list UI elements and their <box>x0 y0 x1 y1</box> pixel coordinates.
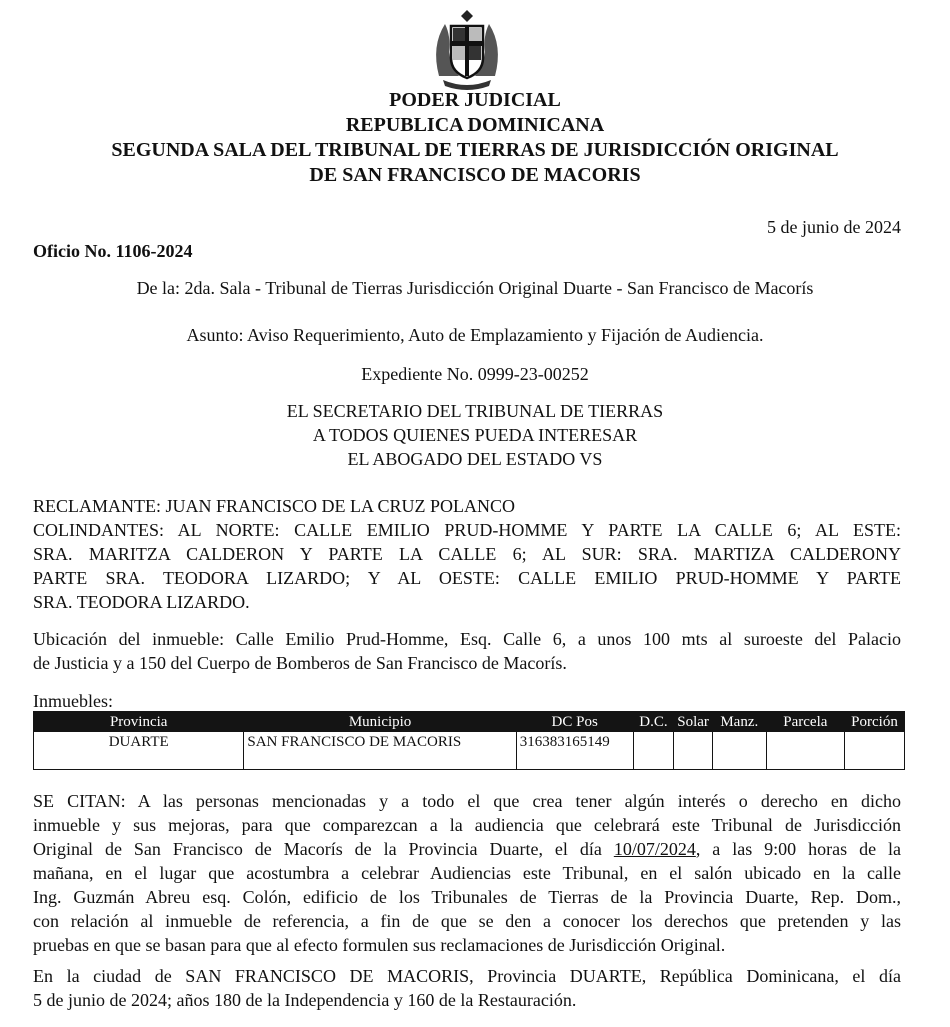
citan-line-3-pre: Original de San Francisco de Macorís de la Provincia Duarte, el día <box>33 839 614 859</box>
cell-dc <box>633 732 674 770</box>
inmuebles-table <box>33 711 905 770</box>
citan-line-2: inmueble y sus mejoras, para que comparezcan a la audiencia que celebrará este Tribunal de Jurisdicción <box>33 815 901 835</box>
colindantes-line-3: PARTE SRA. TEODORA LIZARDO; Y AL OESTE: CALLE EMILIO PRUD-HOMME Y PARTE <box>33 568 901 588</box>
address-line-2: A TODOS QUIENES PUEDA INTERESAR <box>312 425 638 445</box>
citan-line-6: con relación al inmueble de referencia, a fin de que se den a conocer los derechos que pretenden y las <box>33 911 901 931</box>
column-header: DC Pos <box>516 712 633 732</box>
coat-of-arms-icon <box>429 6 505 90</box>
citan-line-7: pruebas en que se basan para que al efecto formulen sus reclamaciones de Jurisdicción Original. <box>33 935 726 955</box>
column-header: Provincia <box>34 712 244 732</box>
table-header-row <box>34 712 905 732</box>
header-line-4: DE SAN FRANCISCO DE MACORIS <box>309 164 641 186</box>
citan-line-3-post: , a las 9:00 horas de la <box>695 839 902 859</box>
ubicacion-paragraph <box>33 627 901 675</box>
inmuebles-label: Inmuebles: <box>33 691 113 711</box>
cell-manz <box>712 732 766 770</box>
header-line-1: PODER JUDICIAL <box>389 89 561 111</box>
column-header: Manz. <box>712 712 766 732</box>
cell-provincia: DUARTE <box>34 732 244 770</box>
cell-solar <box>674 732 713 770</box>
closing-line-1: En la ciudad de SAN FRANCISCO DE MACORIS, Provincia DUARTE, República Dominicana, el día <box>33 966 901 986</box>
cell-dc-pos: 316383165149 <box>516 732 633 770</box>
hearing-date: 10/07/2024 <box>613 839 696 859</box>
header-line-2: REPUBLICA DOMINICANA <box>345 114 605 136</box>
colindantes-line-1: COLINDANTES: AL NORTE: CALLE EMILIO PRUD-HOMME Y PARTE LA CALLE 6; AL ESTE: <box>33 520 901 540</box>
cell-municipio: SAN FRANCISCO DE MACORIS <box>244 732 516 770</box>
address-line-1: EL SECRETARIO DEL TRIBUNAL DE TIERRAS <box>286 401 664 421</box>
reclamante-line: RECLAMANTE: JUAN FRANCISCO DE LA CRUZ POLANCO <box>33 496 516 516</box>
column-header: D.C. <box>633 712 674 732</box>
citan-line-3 <box>33 837 901 861</box>
ubicacion-line-2: de Justicia y a 150 del Cuerpo de Bomberos de San Francisco de Macorís. <box>33 653 567 673</box>
header-line-3: SEGUNDA SALA DEL TRIBUNAL DE TIERRAS DE JURISDICCIÓN ORIGINAL <box>111 139 839 161</box>
table-row <box>34 732 905 770</box>
citan-line-5: Ing. Guzmán Abreu esq. Colón, edificio de los Tribunales de Tierras de la Provincia Duarte, Rep. Dom., <box>33 887 901 907</box>
column-header: Parcela <box>766 712 844 732</box>
citan-line-1: SE CITAN: A las personas mencionadas y a todo el que crea tener algún interés o derecho en dicho <box>33 791 901 811</box>
column-header: Solar <box>674 712 713 732</box>
oficio-number: Oficio No. 1106-2024 <box>33 241 193 261</box>
parties-paragraph <box>33 494 901 614</box>
cell-porcion <box>844 732 904 770</box>
asunto-line: Asunto: Aviso Requerimiento, Auto de Emplazamiento y Fijación de Audiencia. <box>186 325 764 345</box>
column-header: Porción <box>844 712 904 732</box>
cell-parcela <box>766 732 844 770</box>
expediente-line: Expediente No. 0999-23-00252 <box>361 364 589 384</box>
column-header: Municipio <box>244 712 516 732</box>
citan-line-4: mañana, en el lugar que acostumbra a celebrar Audiencias este Tribunal, en el salón ubicado en la calle <box>33 863 901 883</box>
closing-paragraph <box>33 964 901 1012</box>
se-citan-paragraph <box>33 789 901 957</box>
document-date: 5 de junio de 2024 <box>767 217 901 237</box>
colindantes-line-2: SRA. MARITZA CALDERON Y PARTE LA CALLE 6; AL SUR: SRA. MARTIZA CALDERONY <box>33 544 901 564</box>
colindantes-line-4: SRA. TEODORA LIZARDO. <box>33 592 250 612</box>
ubicacion-line-1: Ubicación del inmueble: Calle Emilio Prud-Homme, Esq. Calle 6, a unos 100 mts al suroeste del Palacio <box>33 629 901 649</box>
de-la-line: De la: 2da. Sala - Tribunal de Tierras Jurisdicción Original Duarte - San Francisco de Macorís <box>136 278 814 298</box>
closing-line-2: 5 de junio de 2024; años 180 de la Independencia y 160 de la Restauración. <box>33 990 577 1010</box>
address-line-3: EL ABOGADO DEL ESTADO VS <box>347 449 603 469</box>
